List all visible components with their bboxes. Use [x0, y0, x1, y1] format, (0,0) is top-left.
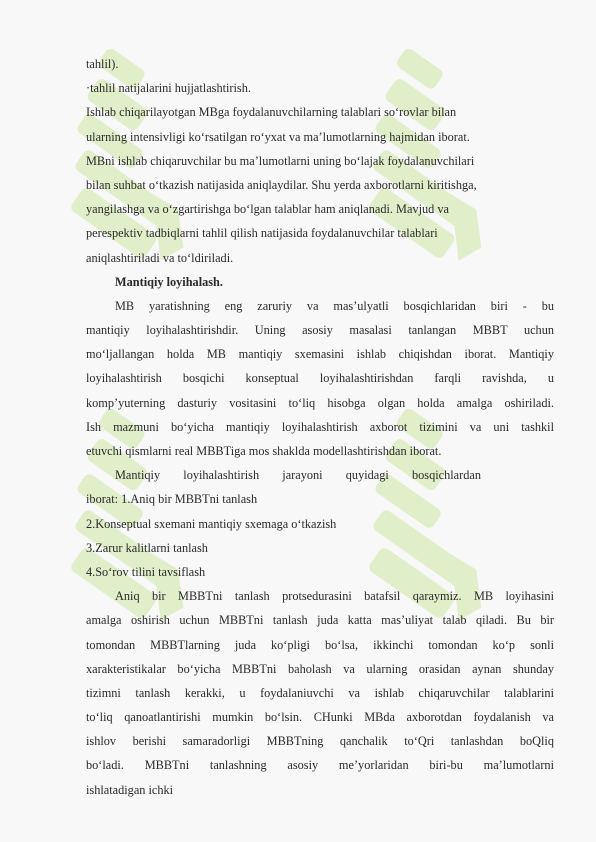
paragraph-line: ishlatadigan ichki	[86, 782, 174, 797]
paragraph-line: 3.Zarur kalitlarni tanlash	[86, 540, 208, 555]
paragraph-line: mo‘ljallangan holda MB mantiqiy sxemasini ishlab chiqishdan iborat. Mantiqiy	[86, 347, 554, 362]
paragraph-line: 2.Konseptual sxemani mantiqiy sxemaga o‘tkazish	[86, 516, 337, 531]
paragraph-line: mantiqiy loyihalashtirishdir. Uning asosiy masalasi tanlangan MBBT uchun	[86, 323, 554, 338]
paragraph-line: komp’yuterning dasturiy vositasini to‘liq hisobga olgan holda amalga oshiriladi.	[86, 395, 554, 410]
paragraph-line: Ishlab chiqarilayotgan MBga foydalanuvchilarning talablari so‘rovlar bilan	[86, 105, 457, 120]
paragraph-line: Ish mazmuni bo‘yicha mantiqiy loyihalashtirish axborot tizimini va uni tashkil	[86, 419, 554, 434]
paragraph-line: perespektiv tadbiqlarni tahlil qilish natijasida foydalanuvchilar talablari	[86, 226, 438, 241]
paragraph-line: MBni ishlab chiqaruvchilar bu ma’lumotlarni uning bo‘lajak foydalanuvchilari	[86, 153, 475, 168]
paragraph-line: loyihalashtirish bosqichi konseptual loyihalashtirishdan farqli ravishda, u	[86, 371, 554, 386]
paragraph-line: bilan suhbat o‘tkazish natijasida aniqlaydilar. Shu yerda axborotlarni kiritishga,	[86, 177, 477, 192]
paragraph-line: ishlov berishi samaradorligi MBBTning qanchalik to‘Qri tanlashdan boQliq	[86, 734, 554, 749]
paragraph-line: tizimni tanlash kerakki, u foydalaniuvchi va ishlab chiqaruvchilar talablarini	[86, 685, 554, 700]
paragraph-line: Aniq bir MBBTni tanlash protsedurasini batafsil qaraymiz. MB loyihasini	[115, 589, 554, 604]
paragraph-line: MB yaratishning eng zaruriy va mas’ulyatli bosqichlaridan biri - bu	[115, 298, 554, 313]
paragraph-line: tomondan MBBTlarning juda ko‘pligi bo‘lsa, ikkinchi tomondan ko‘p sonli	[86, 637, 554, 652]
document-body	[86, 52, 554, 802]
paragraph-line: yangilashga va o‘zgartirishga bo‘lgan talablar ham aniqlanadi. Mavjud va	[86, 202, 449, 217]
paragraph-line: tahlil).	[86, 57, 119, 71]
paragraph-line: xarakteristikalar bo‘yicha MBBTni baholash va ularning orasidan aynan shunday	[86, 661, 554, 676]
paragraph-line: to‘liq qanoatlantirishi mumkin bo‘lsin. CHunki MBda axborotdan foydalanish va	[86, 710, 554, 725]
paragraph-line: amalga oshirish uchun MBBTni tanlash juda katta mas’uliyat talab qiladi. Bu bir	[86, 613, 554, 628]
paragraph-line: ularning intensivligi ko‘rsatilgan ro‘yxat va ma’lumotlarning hajmidan iborat.	[86, 129, 470, 144]
paragraph-line: Mantiqiy loyihalashtirish jarayoni quyidagi bosqichlardan	[115, 468, 481, 483]
paragraph-line: bo‘ladi. MBBTni tanlashning asosiy me’yorlaridan biri-bu ma’lumotlarni	[86, 758, 554, 773]
paragraph-line: iborat: 1.Aniq bir MBBTni tanlash	[86, 492, 258, 507]
paragraph-line: ·tahlil natijalarini hujjatlashtirish.	[86, 81, 251, 96]
paragraph-line: 4.So‘rov tilini tavsiflash	[86, 564, 206, 579]
section-heading: Mantiqiy loyihalash.	[115, 274, 223, 289]
paragraph-line: etuvchi qismlarni real MBBTiga mos shaklda modellashtirishdan iborat.	[86, 444, 442, 458]
paragraph-line: aniqlashtiriladi va to‘ldiriladi.	[86, 250, 234, 265]
